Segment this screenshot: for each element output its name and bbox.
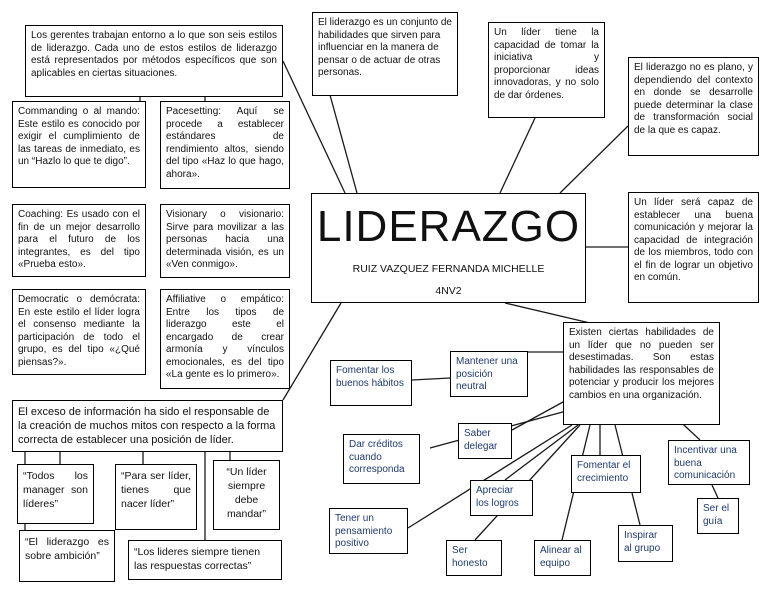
- style-commanding-box: Commanding o al mando: Este estilo es conocido por exigir el cumplimiento de las tareas de inmediato, es un “Hazlo lo que te digo”.: [12, 101, 146, 188]
- skill-item: Ser honesto: [446, 540, 502, 576]
- central-title: LIDERAZGO: [316, 202, 581, 251]
- capacidad-box: Un líder tiene la capacidad de tomar la iniciativa y proporcionar ideas innovadoras, y no solo de dar órdenes.: [488, 22, 605, 118]
- connector-plano: [560, 126, 628, 193]
- myth-item: “Para ser líder, tienes que nacer líder”: [115, 464, 197, 530]
- skill-item: Apreciar los logros: [470, 480, 533, 516]
- skill-item: Inspirar al grupo: [618, 525, 673, 562]
- conjunto-box: El liderazgo es un conjunto de habilidades que sirven para influenciar en la manera de pensar o de actuar de otras personas.: [312, 12, 458, 96]
- skill-item: Mantener una posición neutral: [450, 351, 528, 397]
- skill-item: Fomentar los buenos hábitos: [330, 360, 412, 406]
- connector-guia: [712, 485, 718, 498]
- skill-item: Fomentar el crecimiento: [571, 455, 641, 493]
- style-democratic-box: Democratic o demócrata: En este estilo el líder logra el consenso mediante la participación de todo el grupo, es del tipo «¿Qué piensas?».: [12, 289, 146, 375]
- style-affiliative-box: Affiliative o empático: Entre los tipos de liderazgo este el encargado de crear armonía y vínculos emocionales, es del tipo «La gente es lo primero».: [160, 289, 290, 389]
- comunicacion-box: Un líder será capaz de establecer una buena comunicación y mejorar la capacidad de integración de los miembros, todo con el fin de lograr un objetivo en común.: [628, 192, 759, 303]
- myth-item: “El liderazgo es sobre ambición”: [19, 530, 115, 582]
- style-coaching-box: Coaching: Es usado con el fin de un mejor desarrollo para el futuro de los integrantes, es del tipo «Prueba esto».: [12, 204, 146, 277]
- author-name: RUIZ VAZQUEZ FERNANDA MICHELLE: [352, 263, 545, 275]
- estilos-box: Los gerentes trabajan entorno a lo que son seis estilos de liderazgo. Cada uno de estos estilos de liderazgo está representados por métodos específicos que son aplicables en ciertas situaciones.: [25, 25, 283, 97]
- myth-item: “Todos los manager son líderes”: [17, 464, 94, 524]
- myth-item: “Los lideres siempre tienen las respuestas correctas”: [128, 540, 282, 580]
- connector-conjunto: [330, 95, 357, 193]
- connector-habitos: [412, 378, 450, 380]
- group-code: 4NV2: [435, 285, 462, 297]
- skills-header-box: Existen ciertas habilidades de un líder que no pueden ser desestimadas. Son estas habilidades las responsables de potenciar y producir los mejores cambios en una organización.: [563, 322, 720, 425]
- connector-delegar: [512, 402, 563, 430]
- connector-skills: [505, 303, 590, 323]
- connector-logros: [505, 425, 578, 480]
- central-title-box: [311, 193, 586, 303]
- skill-item: Incentivar una buena comunicación: [668, 440, 750, 485]
- skill-item: Alinear al equipo: [534, 540, 591, 576]
- style-pacesetting-box: Pacesetting: Aquí se procede a establecer estándares de rendimiento altos, siendo del tipo «Haz lo que hago, ahora».: [160, 101, 290, 189]
- skill-item: Ser el guía: [697, 498, 739, 534]
- skill-item: Saber delegar: [458, 423, 512, 459]
- connector-capacidad: [500, 118, 535, 193]
- style-visionary-box: Visionary o visionario: Sirve para movilizar a las personas hacia una determinada visión, es un «Ven conmigo».: [160, 204, 290, 278]
- plano-box: El liderazgo no es plano, y dependiendo del contexto en donde se desarrolle puede determinar la clase de transformación social de la que es capaz.: [628, 57, 759, 156]
- skill-item: Tener un pensamiento positivo: [329, 508, 408, 554]
- myth-item: “Un líder siempre debe mandar”: [213, 460, 280, 530]
- myths-header-box: El exceso de información ha sido el responsable de la creación de muchos mitos con respecto a la forma correcta de establecer una posición de líder.: [12, 400, 283, 452]
- skill-item: Dar créditos cuando corresponda: [343, 434, 420, 484]
